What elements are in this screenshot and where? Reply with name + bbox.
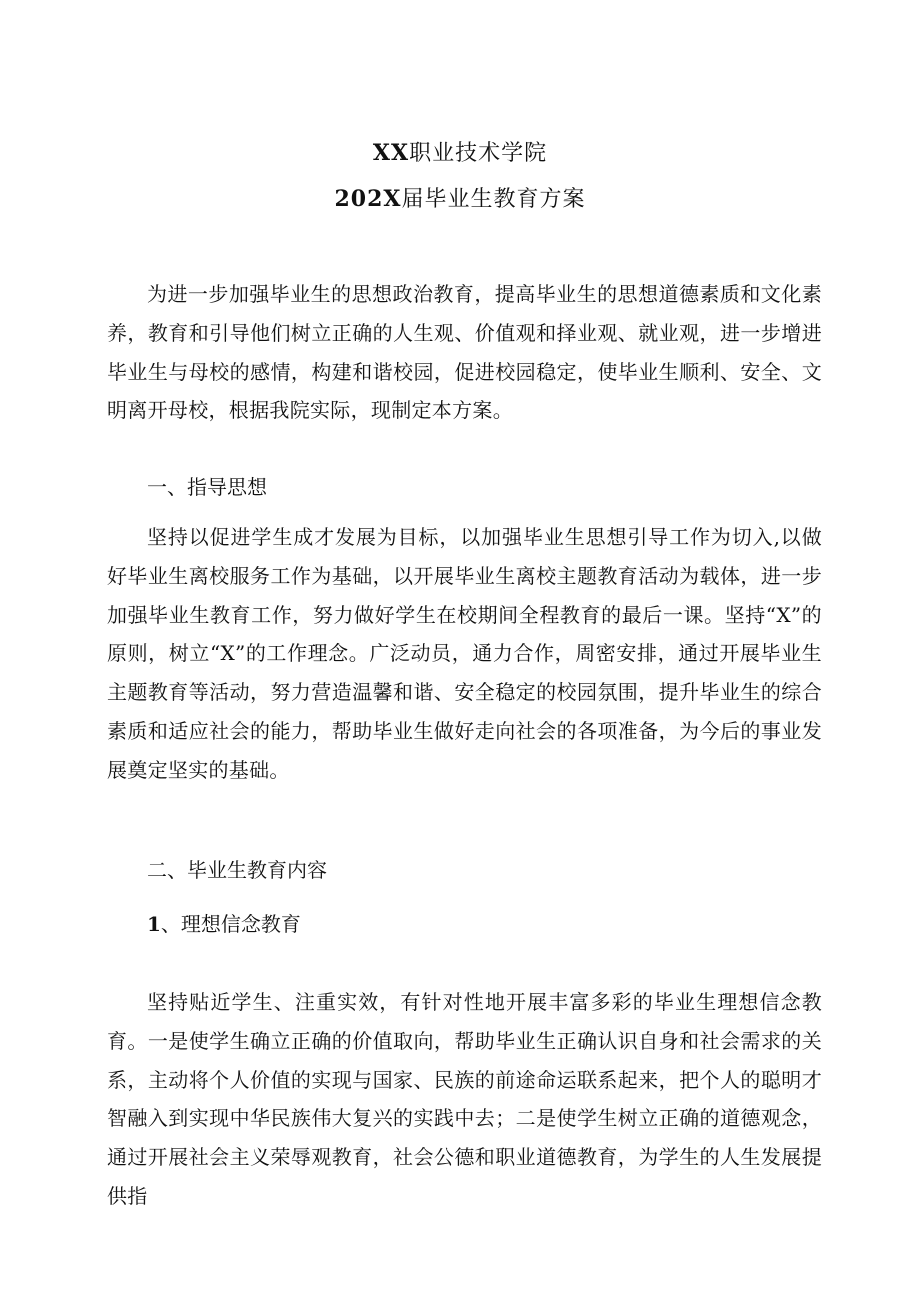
subsection-title: 、理想信念教育 bbox=[160, 912, 301, 936]
document-title bbox=[0, 136, 920, 167]
subtitle-text: 届毕业生教育方案 bbox=[401, 187, 586, 212]
title-prefix: XX bbox=[372, 140, 410, 166]
subtitle-prefix: 202X bbox=[334, 186, 402, 212]
subsection-number: 1 bbox=[147, 912, 161, 936]
intro-paragraph: 为进一步加强毕业生的思想政治教育，提高毕业生的思想道德素质和文化素养，教育和引导他们树立正确的人生观、价值观和择业观、就业观，进一步增进毕业生与母校的感情，构建和谐校园，促进校园稳定，使毕业生顺利、安全、文明离开母校，根据我院实际，现制定本方案。 bbox=[107, 282, 822, 423]
section-heading-guiding-ideology: 一、指导思想 bbox=[147, 475, 267, 499]
title-text: 职业技术学院 bbox=[409, 141, 548, 166]
guiding-ideology-paragraph: 坚持以促进学生成才发展为目标，以加强毕业生思想引导工作为切入,以做好毕业生离校服务工作为基础，以开展毕业生离校主题教育活动为载体，进一步加强毕业生教育工作，努力做好学生在校期间全程教育的最后一课。坚持“X”的原则，树立“X”的工作理念。广泛动员，通力合作，周密安排，通过开展毕业生主题教育等活动，努力营造温馨和谐、安全稳定的校园氛围，提升毕业生的综合素质和适应社会的能力，帮助毕业生做好走向社会的各项准备，为今后的事业发展奠定坚实的基础。 bbox=[107, 525, 822, 782]
document-subtitle bbox=[0, 182, 920, 213]
ideals-beliefs-paragraph: 坚持贴近学生、注重实效，有针对性地开展丰富多彩的毕业生理想信念教育。一是使学生确立正确的价值取向，帮助毕业生正确认识自身和社会需求的关系，主动将个人价值的实现与国家、民族的前途命运联系起来，把个人的聪明才智融入到实现中华民族伟大复兴的实践中去；二是使学生树立正确的道德观念，通过开展社会主义荣辱观教育，社会公德和职业道德教育，为学生的人生发展提供指 bbox=[107, 990, 822, 1208]
section-heading-education-content: 二、毕业生教育内容 bbox=[147, 858, 327, 882]
subsection-heading-ideals-beliefs bbox=[147, 911, 301, 937]
